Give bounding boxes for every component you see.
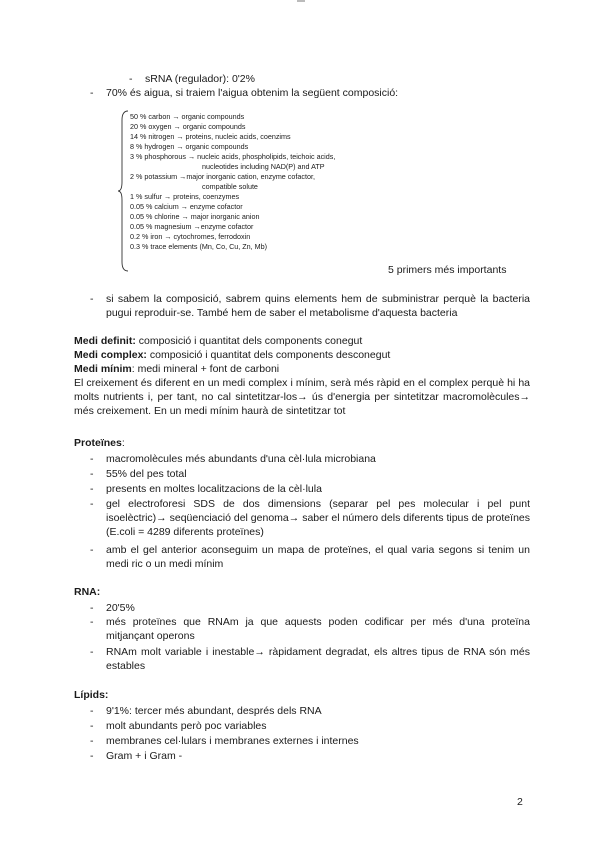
list-dash: -: [90, 453, 94, 465]
left-brace-icon: [118, 110, 130, 272]
proteines-colon: :: [121, 437, 125, 449]
composition-item: si sabem la composició, sabrem quins elements hem de subministrar perquè la bacteria pugui reproduir-se. També hem de saber el metabolisme d'aquesta bacteria: [106, 293, 530, 319]
composition-line: 20 % oxygen → organic compounds: [130, 122, 246, 131]
composition-line: 0.2 % iron → cytochromes, ferrodoxin: [130, 232, 251, 241]
list-dash: -: [90, 616, 94, 628]
list-dash: -: [90, 646, 94, 658]
proteines-title: Proteïnes: [74, 437, 122, 449]
proteines-item: amb el gel anterior aconseguim un mapa de proteïnes, el qual varia segons si tenim un medi ric o un medi mínim: [106, 544, 530, 570]
composition-line: 50 % carbon → organic compounds: [130, 112, 245, 121]
medi-definit-label: Medi definit:: [74, 335, 136, 347]
list-dash: -: [90, 468, 94, 480]
rna-item: RNAm molt variable i inestable→ ràpidament degradat, els altres tipus de RNA són més estables: [106, 646, 530, 672]
composition-line: compatible solute: [202, 182, 258, 191]
composition-line: 2 % potassium →major inorganic cation, enzyme cofactor,: [130, 172, 315, 181]
lipids-item: 9'1%: tercer més abundant, després dels RNA: [106, 705, 322, 717]
composition-line: nucleotides including NAD(P) and ATP: [202, 162, 325, 171]
composition-line: 0.05 % magnesium →enzyme cofactor: [130, 222, 254, 231]
srna-item: sRNA (regulador): 0'2%: [145, 73, 255, 85]
composition-note: 5 primers més importants: [388, 264, 507, 276]
list-dash: -: [90, 705, 94, 717]
list-dash: -: [90, 750, 94, 762]
proteines-item: presents en moltes localitzacions de la cèl·lula: [106, 483, 322, 495]
lipids-item: molt abundants però poc variables: [106, 720, 267, 732]
page-number: 2: [517, 796, 523, 808]
composition-line: 0.05 % calcium → enzyme cofactor: [130, 202, 243, 211]
medi-complex-label: Medi complex:: [74, 349, 147, 361]
lipids-title: Lípids:: [74, 689, 109, 701]
composition-line: 0.05 % chlorine → major inorganic anion: [130, 212, 260, 221]
medi-definit-text: composició i quantitat dels components conegut: [135, 335, 363, 347]
list-dash: -: [90, 498, 94, 510]
list-dash: -: [90, 87, 94, 99]
proteines-item: macromolècules més abundants d'una cèl·lula microbiana: [106, 453, 376, 465]
composition-line: 1 % sulfur → proteins, coenzymes: [130, 192, 240, 201]
list-dash: -: [129, 73, 133, 85]
list-dash: -: [90, 720, 94, 732]
rna-title: RNA:: [74, 586, 101, 598]
medi-complex-text: composició i quantitat dels components desconegut: [146, 349, 391, 361]
growth-paragraph: El creixement és diferent en un medi complex i mínim, serà més ràpid en el complex perquè hi ha molts nutrients i, per tant, no cal sintetitzar-los→ ús d'energia per sintetitzar macromolècules→ més creixement. En un medi mínim haurà de sintetitzar tot: [74, 377, 530, 417]
water-item: 70% és aigua, si traiem l'aigua obtenim la següent composició:: [106, 87, 399, 99]
medi-complex: [74, 348, 390, 362]
list-dash: -: [90, 544, 94, 556]
list-dash: -: [90, 735, 94, 747]
lipids-item: membranes cel·lulars i membranes externes i internes: [106, 735, 359, 747]
composition-line: 3 % phosphorous → nucleic acids, phospholipids, teichoic acids,: [130, 152, 336, 161]
medi-minim-label: Medi mínim: [74, 363, 132, 375]
medi-definit: [74, 334, 362, 348]
proteines-item: 55% del pes total: [106, 468, 187, 480]
list-dash: -: [90, 483, 94, 495]
rna-item: 20'5%: [106, 602, 135, 614]
rna-item: més proteïnes que RNAm ja que aquests poden codificar per més d'una proteïna mitjançant operons: [106, 616, 530, 642]
list-dash: -: [90, 602, 94, 614]
composition-line: 14 % nitrogen → proteins, nucleic acids, coenzims: [130, 132, 291, 141]
proteines-item: gel electroforesi SDS de dos dimensions (separar pel pes molecular i pel punt isoelèctric)→ seqüenciació del genoma→ saber el número dels diferents tipus de proteïnes (E.coli = 4289 diferents proteïnes): [106, 498, 530, 538]
header-mark: [297, 0, 305, 2]
composition-line: 0.3 % trace elements (Mn, Co, Cu, Zn, Mb): [130, 242, 268, 251]
medi-minim: [74, 362, 279, 376]
lipids-item: Gram + i Gram -: [106, 750, 183, 762]
list-dash: -: [90, 293, 94, 305]
medi-minim-text: : medi mineral + font de carboni: [131, 363, 280, 375]
proteines-heading: [74, 436, 125, 450]
composition-line: 8 % hydrogen → organic compounds: [130, 142, 249, 151]
